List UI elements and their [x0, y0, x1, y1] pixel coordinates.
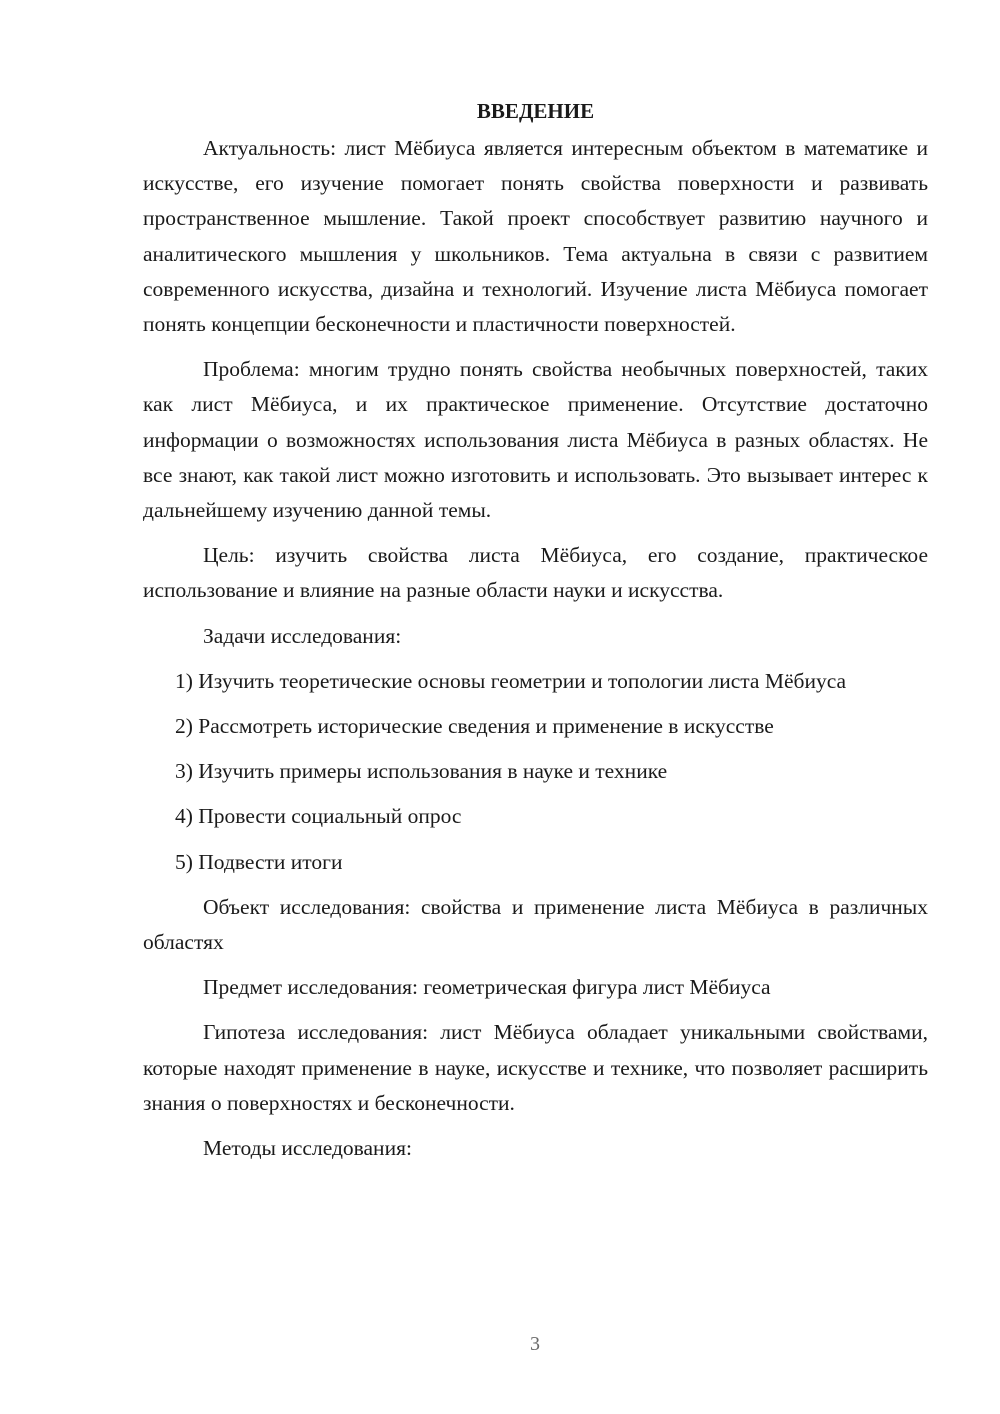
task-item-1: 1) Изучить теоретические основы геометрии и топологии листа Мёбиуса: [175, 668, 847, 693]
paragraph-relevance: Актуальность: лист Мёбиуса является интересным объектом в математике и искусстве, его изучение помогает понять свойства поверхности и развивать пространственное мышление. Такой проект способствует развитию научного и аналитического мышления у школьников. Тема актуальна в связи с развитием современного искусства, дизайна и технологий. Изучение листа Мёбиуса помогает понять концепции бесконечности и пластичности поверхностей.: [143, 136, 928, 337]
document-page: [143, 96, 928, 1176]
task-item-5: 5) Подвести итоги: [175, 849, 343, 874]
methods-heading: Методы исследования:: [203, 1136, 412, 1161]
paragraph-problem: Проблема: многим трудно понять свойства необычных поверхностей, таких как лист Мёбиуса, и их практическое применение. Отсутствие достаточно информации о возможностях использования листа Мёбиуса в разных областях. Не все знают, как такой лист можно изготовить и использовать. Это вызывает интерес к дальнейшему изучению данной темы.: [143, 357, 928, 523]
page-number: 3: [530, 1333, 540, 1355]
paragraph-goal: Цель: изучить свойства листа Мёбиуса, его создание, практическое использование и влияние на разные области науки и искусства.: [143, 543, 928, 603]
paragraph-hypothesis: Гипотеза исследования: лист Мёбиуса обладает уникальными свойствами, которые находят применение в науке, искусстве и технике, что позволяет расширить знания о поверхностях и бесконечности.: [143, 1020, 928, 1115]
paragraph-object: Объект исследования: свойства и применение листа Мёбиуса в различных областях: [143, 894, 928, 955]
task-item-2: 2) Рассмотреть исторические сведения и применение в искусстве: [175, 714, 774, 739]
task-item-3: 3) Изучить примеры использования в науке и технике: [175, 759, 668, 784]
section-title: ВВЕДЕНИЕ: [476, 99, 595, 123]
paragraph-subject: Предмет исследования: геометрическая фигура лист Мёбиуса: [203, 975, 771, 1000]
task-item-4: 4) Провести социальный опрос: [175, 804, 462, 829]
tasks-heading: Задачи исследования:: [203, 623, 402, 648]
